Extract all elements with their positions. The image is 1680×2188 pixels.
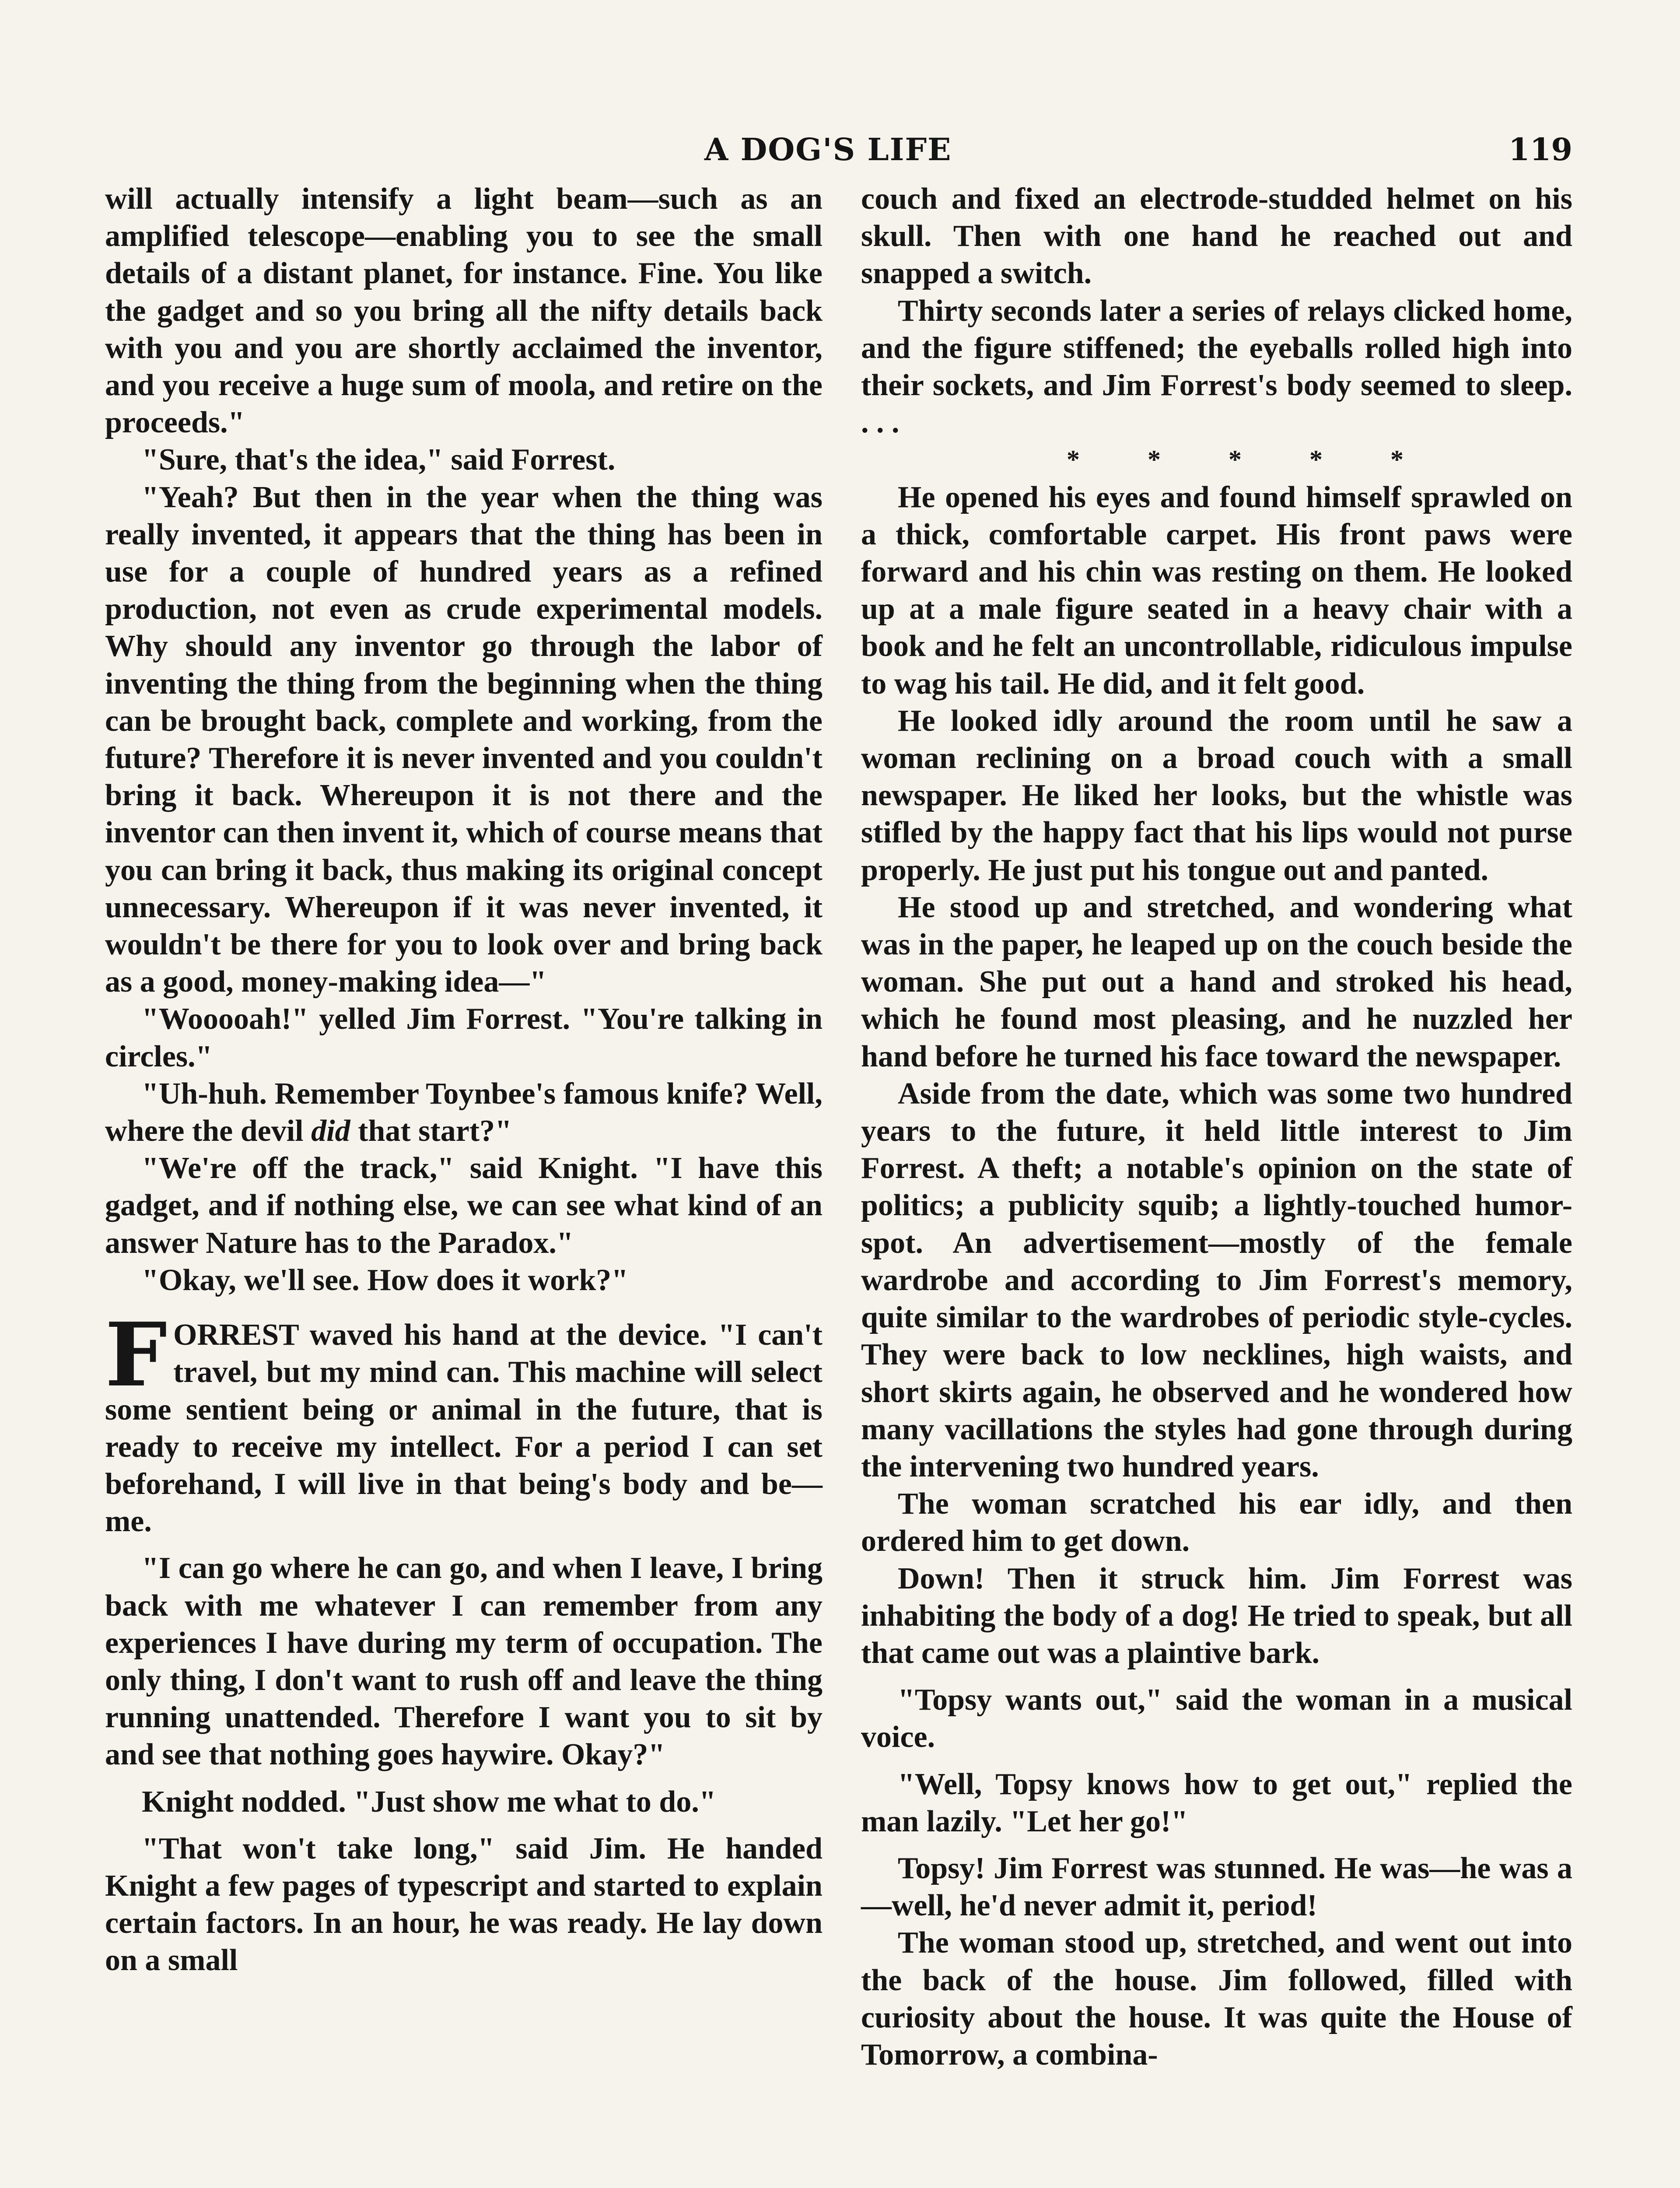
paragraph: Aside from the date, which was some two hundred years to the future, it held little interest to Jim Forrest. A theft; a notable's opinion on the state of politics; a publicity squib; a lightly-touched humor-spot. An advertisement—mostly of the female wardrobe and according to Jim Forrest's memory, quite similar to the wardrobes of periodic style-cycles. They were back to low necklines, high waists, and short skirts again, he observed and he wondered how many vacillations the styles had gone through during the intervening two hundred years. [861,1076,1572,1483]
paragraph: will actually intensify a light beam—such as an amplified telescope—enabling you to see the small details of a distant planet, for instance. Fine. You like the gadget and so you bring all the nifty details back with you and you are shortly acclaimed the inventor, and you receive a huge sum of moola, and retire on the proceeds." [105,182,822,440]
italic-word: did [311,1114,350,1148]
paragraph: "I can go where he can go, and when I leave, I bring back with me whatever I can remember from any experiences I have during my term of occupation. The only thing, I don't want to rush off and leave the thing running unattended. Therefore I want you to sit by and see that nothing goes haywire. Okay?" [105,1551,822,1772]
running-title: A DOG'S LIFE [704,131,952,168]
paragraph: "Topsy wants out," said the woman in a musical voice. [861,1683,1572,1754]
paragraph-toynbee [105,1075,822,1150]
paragraph: Down! Then it struck him. Jim Forrest was inhabiting the body of a dog! He tried to speak, but all that came out was a plaintive bark. [861,1561,1572,1670]
running-header [0,131,1680,175]
paragraph: He looked idly around the room until he saw a woman reclining on a broad couch with a small newspaper. He liked her looks, but the whistle was stifled by the happy fact that his lips would not purse properly. He just put his tongue out and panted. [861,704,1572,887]
paragraph: "Sure, that's the idea," said Forrest. [142,443,616,477]
right-column [861,180,1572,2073]
paragraph: Topsy! Jim Forrest was stunned. He was—he was a—well, he'd never admit it, period! [861,1851,1572,1923]
paragraph: Thirty seconds later a series of relays clicked home, and the figure stiffened; the eyeballs rolled high into their sockets, and Jim Forrest's body seemed to sleep. . . . [861,294,1572,440]
paragraph: "That won't take long," said Jim. He handed Knight a few pages of typescript and started to explain certain factors. In an hour, he was ready. He lay down on a small [105,1831,822,1978]
paragraph: Knight nodded. "Just show me what to do." [142,1785,716,1819]
paragraph: He stood up and stretched, and wondering what was in the paper, he leaped up on the couch beside the woman. She put out a hand and stroked his head, which he found most pleasing, and he nuzzled her hand before he turned his face toward the newspaper. [861,890,1572,1073]
paragraph: "Yeah? But then in the year when the thing was really invented, it appears that the thing has been in use for a couple of hundred years as a refined production, not even as crude experimental models. Why should any inventor go through the labor of inventing the thing from the beginning when the thing can be brought back, complete and working, from the future? Therefore it is never invented and you couldn't bring it back. Whereupon it is not there and the inventor can then invent it, which of course means that you can bring it back, thus making its original concept unnecessary. Whereupon if it was never invented, it wouldn't be there for you to look over and bring back as a good, money-making idea—" [105,480,822,999]
dropcap-paragraph [105,1304,822,1540]
paragraph: "Well, Topsy knows how to get out," replied the man lazily. "Let her go!" [861,1767,1572,1838]
paragraph: The woman scratched his ear idly, and then ordered him to get down. [861,1487,1572,1558]
paragraph-text: ORREST waved his hand at the device. "I can't travel, but my mind can. This machine will select some sentient being or animal in the future, that is ready to receive my intellect. For a period I can set beforehand, I will live in that being's body and be—me. [105,1318,822,1539]
paragraph-text: "Uh-huh. Remember Toynbee's famous knife? Well, where the devil [105,1076,822,1148]
paragraph: couch and fixed an electrode-studded helmet on his skull. Then with one hand he reached out and snapped a switch. [861,182,1572,291]
paragraph: The woman stood up, stretched, and went out into the back of the house. Jim followed, filled with curiosity about the house. It was quite the House of Tomorrow, a combina- [861,1926,1572,2072]
page-number: 119 [1508,131,1573,168]
drop-cap: F [105,1304,167,1407]
paragraph: "Wooooah!" yelled Jim Forrest. "You're talking in circles." [105,1002,822,1073]
left-column [105,180,822,1979]
paragraph: "We're off the track," said Knight. "I have this gadget, and if nothing else, we can see what kind of an answer Nature has to the Paradox." [105,1151,822,1260]
section-separator: * * * * * [1067,445,1434,474]
paragraph: "Okay, we'll see. How does it work?" [142,1263,629,1297]
paragraph: He opened his eyes and found himself sprawled on a thick, comfortable carpet. His front paws were forward and his chin was resting on them. He looked up at a male figure seated in a heavy chair with a book and he felt an uncontrollable, ridiculous impulse to wag his tail. He did, and it felt good. [861,480,1572,701]
paragraph-text: that start?" [350,1114,512,1148]
